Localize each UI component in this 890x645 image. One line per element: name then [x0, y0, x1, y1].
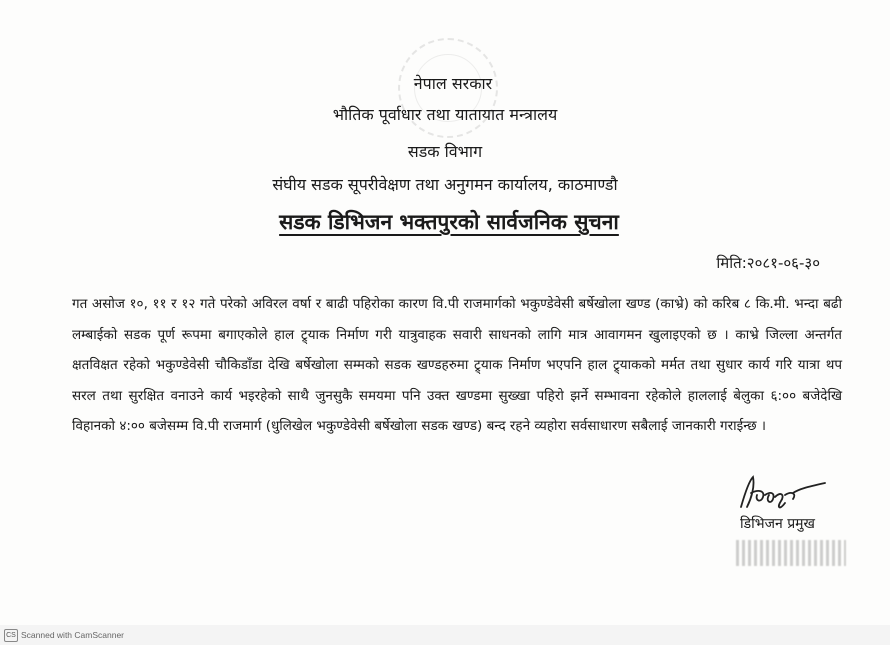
faded-stamp: [736, 540, 846, 566]
letterhead-department: सडक विभाग: [407, 142, 483, 161]
notice-date: मिति:२०८१-०६-३०: [716, 254, 820, 272]
signer-designation: डिभिजन प्रमुख: [740, 516, 815, 532]
letterhead-ministry: भौतिक पूर्वाधार तथा यातायात मन्त्रालय: [332, 105, 558, 124]
scanner-footer: [0, 625, 890, 645]
camscanner-icon: CS: [4, 629, 18, 642]
letterhead-government: नेपाल सरकार: [413, 74, 493, 93]
scanner-label: Scanned with CamScanner: [21, 630, 125, 640]
signature-image: [735, 473, 830, 513]
letterhead-office: संघीय सडक सूपरीवेक्षण तथा अनुगमन कार्यालय, काठमाण्डौ: [272, 175, 618, 194]
notice-body: गत असोज १०, ११ र १२ गते परेको अविरल वर्षा र बाढी पहिरोका कारण वि.पी राजमार्गको भकुण्डेवेसी बर्षेखोला खण्ड (काभ्रे) को करिब ८ कि.मी. भन्दा बढी लम्बाईको सडक पूर्ण रूपमा बगाएकोले हाल ट्र्याक निर्माण गरी यात्रुवाहक सवारी साधनको लागि मात्र आवागमन खुलाइएको छ । काभ्रे जिल्ला अन्तर्गत क्षतविक्षत रहेको भकुण्डेवेसी चौकिडाँडा देखि बर्षेखोला सम्मको सडक खण्डहरुमा ट्र्याक निर्माण भएपनि हाल ट्र्याकको मर्मत तथा सुधार कार्य गरि यात्रा थप सरल तथा सुरक्षित वनाउने कार्य भइरहेको साथै जुनसुकै समयमा पनि उक्त खण्डमा सुख्खा पहिरो झर्ने सम्भावना रहेकोले हाललाई बेलुका ६:०० बजेदेखि विहानको ४:०० बजेसम्म वि.पी राजमार्ग (धुलिखेल भकुण्डेवेसी बर्षेखोला सडक खण्ड) बन्द रहने व्यहोरा सर्वसाधारण सबैलाई जानकारी गराईन्छ ।: [72, 296, 842, 434]
notice-title: सडक डिभिजन भक्तपुरको सार्वजनिक सुचना: [279, 210, 619, 234]
